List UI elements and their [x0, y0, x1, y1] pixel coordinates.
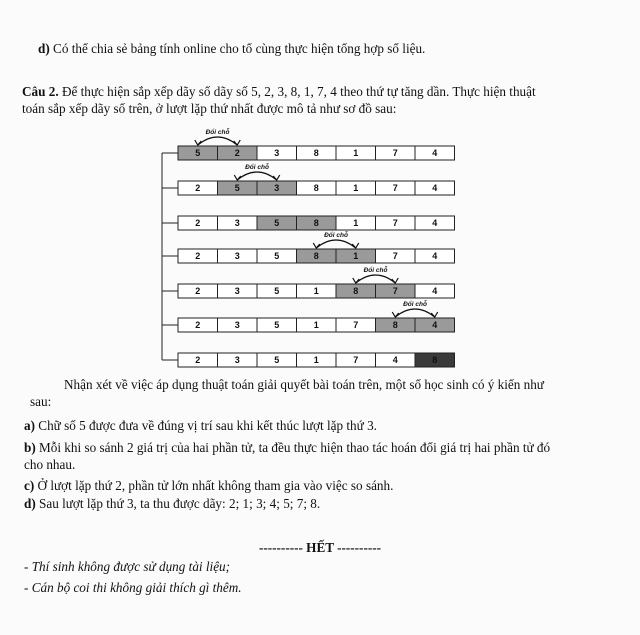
- cell-value: 5: [195, 148, 201, 159]
- option-c: [24, 478, 393, 494]
- swap-arrowhead: [353, 278, 360, 283]
- cell-value: 8: [313, 218, 319, 229]
- swap-arrowhead: [352, 243, 359, 248]
- cell-value: 8: [313, 148, 319, 159]
- cell-value: 5: [274, 320, 280, 331]
- cell-value: 7: [392, 148, 398, 159]
- cell-value: 5: [274, 355, 280, 366]
- swap-arrowhead: [392, 278, 399, 283]
- cell-value: 7: [353, 355, 359, 366]
- cell-value: 1: [353, 218, 359, 229]
- cell-value: 2: [195, 183, 201, 194]
- swap-arrowhead: [195, 140, 202, 145]
- cell-value: 7: [392, 218, 398, 229]
- cell-value: 8: [353, 286, 359, 297]
- cell-value: 5: [274, 286, 280, 297]
- cell-value: 3: [234, 251, 240, 262]
- cell-value: 5: [274, 218, 280, 229]
- cell-value: 2: [195, 218, 201, 229]
- cell-value: 2: [195, 320, 201, 331]
- cell-value: 4: [392, 355, 398, 366]
- option-label: b): [24, 440, 36, 455]
- cell-value: 5: [274, 251, 280, 262]
- cell-value: 1: [353, 251, 359, 262]
- option-d: [24, 496, 320, 512]
- option-a: [24, 418, 377, 434]
- option-label: d): [38, 41, 50, 56]
- cell-value: 3: [234, 218, 240, 229]
- cell-value: 8: [313, 251, 319, 262]
- cell-value: 2: [234, 148, 240, 159]
- cell-value: 1: [313, 355, 319, 366]
- cell-value: 2: [195, 355, 201, 366]
- swap-arrowhead: [431, 312, 438, 317]
- swap-label: Đổi chỗ: [403, 301, 427, 308]
- swap-arrow: [316, 240, 356, 248]
- remark-line-2: sau:: [30, 394, 52, 409]
- option-label: c): [24, 478, 35, 493]
- swap-arrowhead: [392, 312, 399, 317]
- option-label: d): [24, 496, 36, 511]
- cell-value: 5: [234, 183, 240, 194]
- cell-value: 8: [432, 355, 438, 366]
- option-b: [24, 440, 550, 456]
- swap-arrowhead: [313, 243, 320, 248]
- option-text: Sau lượt lặp thứ 3, ta thu được dãy: 2; 1; 3; 4; 5; 7; 8.: [39, 496, 321, 511]
- option-text: Có thể chia sẻ bảng tính online cho tổ cùng thực hiện tổng hợp số liệu.: [53, 41, 426, 56]
- question-label: Câu 2.: [22, 84, 59, 99]
- swap-label: Đổi chỗ: [363, 267, 388, 274]
- cell-value: 1: [313, 320, 319, 331]
- swap-arrowhead: [234, 175, 241, 180]
- option-label: a): [24, 418, 35, 433]
- option-text: Ở lượt lặp thứ 2, phần tử lớn nhất không tham gia vào việc so sánh.: [37, 478, 394, 493]
- cell-value: 2: [195, 251, 201, 262]
- cell-value: 7: [392, 251, 398, 262]
- cell-value: 3: [234, 320, 240, 331]
- swap-arrow: [395, 309, 435, 317]
- question-line-2: toán sắp xếp dãy số trên, ở lượt lặp thứ nhất được mô tả như sơ đồ sau:: [22, 101, 397, 116]
- swap-arrowhead: [234, 140, 241, 145]
- cell-value: 2: [195, 286, 201, 297]
- note-2: - Cán bộ coi thi không giải thích gì thêm.: [24, 580, 242, 595]
- cell-value: 3: [274, 148, 280, 159]
- cell-value: 4: [432, 320, 438, 331]
- swap-label: Đổi chỗ: [245, 164, 269, 171]
- swap-arrow: [356, 275, 396, 283]
- cell-value: 1: [313, 286, 319, 297]
- swap-arrowhead: [273, 175, 280, 180]
- swap-arrow: [237, 172, 277, 180]
- remark-line-1: Nhận xét về việc áp dụng thuật toán giải quyết bài toán trên, một số học sinh có ý kiến như: [64, 377, 544, 392]
- option-text: Mỗi khi so sánh 2 giá trị của hai phần tử, ta đều thực hiện thao tác hoán đổi giá trị hai phần tử đó: [39, 440, 551, 455]
- cell-value: 4: [432, 251, 438, 262]
- cell-value: 7: [392, 286, 398, 297]
- cell-value: 3: [234, 286, 240, 297]
- option-b-continued: cho nhau.: [24, 457, 76, 472]
- cell-value: 8: [392, 320, 398, 331]
- cell-value: 3: [274, 183, 280, 194]
- cell-value: 4: [432, 148, 438, 159]
- cell-value: 4: [432, 218, 438, 229]
- note-1: - Thí sinh không được sử dụng tài liệu;: [24, 559, 231, 574]
- swap-arrow: [198, 137, 238, 145]
- swap-label: Đổi chỗ: [324, 232, 348, 239]
- cell-value: 1: [353, 183, 359, 194]
- cell-value: 1: [353, 148, 359, 159]
- end-marker: ---------- HẾT ----------: [258, 540, 382, 555]
- cell-value: 7: [392, 183, 398, 194]
- cell-value: 8: [313, 183, 319, 194]
- cell-value: 4: [432, 183, 438, 194]
- cell-value: 4: [432, 286, 438, 297]
- question-text: Để thực hiện sắp xếp dãy số dãy số 5, 2, 3, 8, 1, 7, 4 theo thứ tự tăng dần. Thực hiện thuật: [61, 84, 536, 99]
- cell-value: 7: [353, 320, 359, 331]
- option-text: Chữ số 5 được đưa về đúng vị trí sau khi kết thúc lượt lặp thứ 3.: [38, 418, 377, 433]
- swap-label: Đổi chỗ: [205, 129, 230, 136]
- cell-value: 3: [234, 355, 240, 366]
